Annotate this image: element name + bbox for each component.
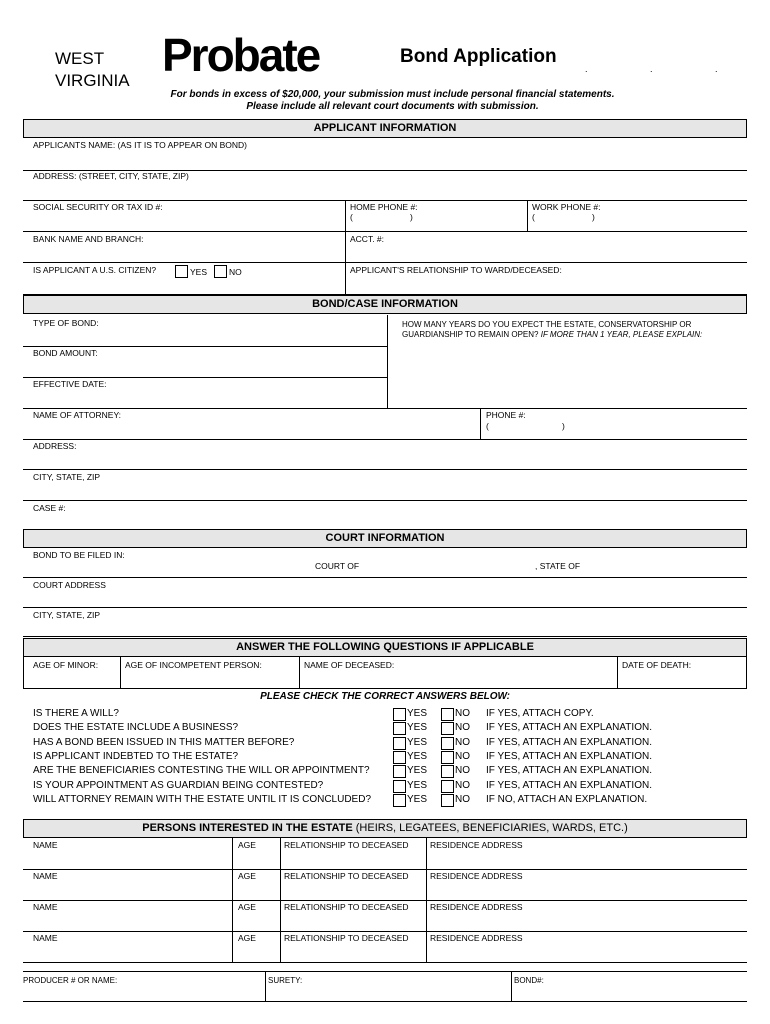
question-yes-checkbox[interactable] — [393, 722, 406, 735]
persons-title-bold: PERSONS INTERESTED IN THE ESTATE — [142, 822, 353, 834]
question-no-label: NO — [455, 737, 470, 748]
state-line-2: VIRGINIA — [55, 71, 130, 90]
years-question-line-1: HOW MANY YEARS DO YOU EXPECT THE ESTATE, CONSERVATORSHIP OR — [402, 320, 692, 329]
question-yes-label: YES — [407, 765, 428, 776]
bond-type-line — [23, 346, 387, 347]
question-text: HAS A BOND BEEN ISSUED IN THIS MATTER BEFORE? — [33, 737, 295, 748]
applicant-address-field[interactable] — [23, 200, 747, 201]
date-death-label: DATE OF DEATH: — [622, 660, 692, 670]
note-line-2: Please include all relevant court documents with submission. — [246, 101, 539, 112]
bond-amount-line — [23, 377, 387, 378]
work-phone-paren-close: ) — [592, 212, 595, 222]
divider — [527, 200, 528, 231]
bond-number-label: BOND#: — [514, 976, 544, 985]
question-no-checkbox[interactable] — [441, 765, 454, 778]
person-row-line[interactable] — [23, 931, 747, 932]
divider — [299, 657, 300, 688]
question-note: IF YES, ATTACH AN EXPLANATION. — [486, 765, 652, 776]
years-question-line-2 — [402, 330, 702, 340]
question-no-checkbox[interactable] — [441, 708, 454, 721]
question-no-checkbox[interactable] — [441, 722, 454, 735]
attorney-address-line — [23, 469, 747, 470]
question-no-label: NO — [455, 751, 470, 762]
bond-amount-label: BOND AMOUNT: — [33, 348, 98, 358]
years-question-text: GUARDIANSHIP TO REMAIN OPEN? — [402, 330, 539, 339]
applicant-section-header: APPLICANT INFORMATION — [23, 119, 747, 138]
question-no-label: NO — [455, 708, 470, 719]
question-yes-checkbox[interactable] — [393, 780, 406, 793]
questions-row-line — [23, 688, 747, 689]
attorney-city-label: CITY, STATE, ZIP — [33, 472, 101, 482]
divider — [265, 971, 266, 1001]
acct-label: ACCT. #: — [350, 234, 385, 244]
divider — [120, 657, 121, 688]
header-dots: . . . — [585, 64, 748, 74]
person-age-label: AGE — [238, 933, 256, 943]
person-name-label: NAME — [33, 871, 58, 881]
person-residence-label: RESIDENCE ADDRESS — [430, 840, 523, 850]
age-incompetent-label: AGE OF INCOMPETENT PERSON: — [125, 660, 262, 670]
applicant-name-label: APPLICANTS NAME: (AS IT IS TO APPEAR ON BOND) — [33, 140, 247, 150]
divider — [345, 231, 346, 262]
questions-section-header: ANSWER THE FOLLOWING QUESTIONS IF APPLICABLE — [23, 638, 747, 657]
divider — [232, 869, 233, 900]
home-phone-paren-close: ) — [410, 212, 413, 222]
question-no-checkbox[interactable] — [441, 737, 454, 750]
person-relationship-label: RELATIONSHIP TO DECEASED — [284, 871, 409, 881]
person-age-label: AGE — [238, 871, 256, 881]
court-of-label: COURT OF — [315, 561, 360, 571]
effective-date-line — [23, 408, 747, 409]
person-row-line[interactable] — [23, 962, 747, 963]
bank-row-line — [23, 262, 747, 263]
question-no-label: NO — [455, 765, 470, 776]
person-residence-label: RESIDENCE ADDRESS — [430, 902, 523, 912]
citizen-label: IS APPLICANT A U.S. CITIZEN? — [33, 265, 157, 275]
bond-application-title: Bond Application — [400, 46, 557, 67]
question-note: IF YES, ATTACH AN EXPLANATION. — [486, 722, 652, 733]
court-address-label: COURT ADDRESS — [33, 580, 106, 590]
question-text: ARE THE BENEFICIARIES CONTESTING THE WILL OR APPOINTMENT? — [33, 765, 370, 776]
court-city-label: CITY, STATE, ZIP — [33, 610, 101, 620]
attorney-phone-label: PHONE #: — [486, 410, 526, 420]
question-text: IS THERE A WILL? — [33, 708, 119, 719]
question-no-label: NO — [455, 794, 470, 805]
divider — [746, 657, 747, 688]
question-yes-label: YES — [407, 708, 428, 719]
person-residence-label: RESIDENCE ADDRESS — [430, 933, 523, 943]
footer-top-line — [23, 971, 747, 972]
attorney-address-label: ADDRESS: — [33, 441, 77, 451]
work-phone-paren-open: ( — [532, 212, 535, 222]
attorney-city-line — [23, 500, 747, 501]
question-note: IF YES, ATTACH AN EXPLANATION. — [486, 751, 652, 762]
court-city-line — [23, 636, 747, 637]
citizen-yes-label: YES — [190, 267, 208, 277]
question-yes-checkbox[interactable] — [393, 737, 406, 750]
person-row-line[interactable] — [23, 900, 747, 901]
question-no-checkbox[interactable] — [441, 751, 454, 764]
home-phone-label: HOME PHONE #: — [350, 202, 418, 212]
age-minor-label: AGE OF MINOR: — [33, 660, 99, 670]
divider — [345, 200, 346, 231]
name-deceased-label: NAME OF DECEASED: — [304, 660, 395, 670]
citizen-yes-checkbox[interactable] — [175, 265, 188, 278]
person-relationship-label: RELATIONSHIP TO DECEASED — [284, 902, 409, 912]
court-address-line — [23, 607, 747, 608]
question-yes-label: YES — [407, 722, 428, 733]
attorney-name-label: NAME OF ATTORNEY: — [33, 410, 122, 420]
person-name-label: NAME — [33, 840, 58, 850]
divider — [426, 931, 427, 962]
question-text: DOES THE ESTATE INCLUDE A BUSINESS? — [33, 722, 239, 733]
question-yes-label: YES — [407, 794, 428, 805]
attorney-phone-paren-close: ) — [562, 421, 565, 431]
case-number-label: CASE #: — [33, 503, 66, 513]
work-phone-label: WORK PHONE #: — [532, 202, 601, 212]
question-yes-checkbox[interactable] — [393, 751, 406, 764]
person-name-label: NAME — [33, 902, 58, 912]
note-line-1: For bonds in excess of $20,000, your submission must include personal financial statements. — [170, 89, 615, 100]
ssn-label: SOCIAL SECURITY OR TAX ID #: — [33, 202, 163, 212]
check-note: PLEASE CHECK THE CORRECT ANSWERS BELOW: — [260, 691, 510, 702]
question-no-checkbox[interactable] — [441, 794, 454, 807]
question-yes-checkbox[interactable] — [393, 765, 406, 778]
question-text: IS YOUR APPOINTMENT AS GUARDIAN BEING CONTESTED? — [33, 780, 324, 791]
filed-in-line — [23, 577, 747, 578]
divider — [426, 869, 427, 900]
person-relationship-label: RELATIONSHIP TO DECEASED — [284, 933, 409, 943]
divider — [426, 838, 427, 869]
probate-title: Probate — [162, 29, 320, 81]
citizen-no-label: NO — [229, 267, 242, 277]
question-yes-label: YES — [407, 780, 428, 791]
years-question-italic: IF MORE THAN 1 YEAR, PLEASE EXPLAIN: — [540, 330, 703, 339]
persons-title-normal: (HEIRS, LEGATEES, BENEFICIARIES, WARDS, ETC.) — [352, 822, 628, 834]
divider — [232, 900, 233, 931]
divider — [280, 900, 281, 931]
question-no-checkbox[interactable] — [441, 780, 454, 793]
divider — [280, 869, 281, 900]
citizen-no-checkbox[interactable] — [214, 265, 227, 278]
footer-bottom-line — [23, 1001, 747, 1002]
divider — [426, 900, 427, 931]
divider — [280, 931, 281, 962]
divider — [232, 838, 233, 869]
person-age-label: AGE — [238, 902, 256, 912]
divider — [23, 657, 24, 688]
home-phone-paren-open: ( — [350, 212, 353, 222]
relationship-label: APPLICANT'S RELATIONSHIP TO WARD/DECEASED: — [350, 265, 562, 275]
divider — [480, 408, 481, 439]
divider — [387, 315, 388, 408]
persons-section-header — [23, 819, 747, 838]
ssn-row-line — [23, 231, 747, 232]
question-note: IF YES, ATTACH AN EXPLANATION. — [486, 737, 652, 748]
applicant-address-label: ADDRESS: (STREET, CITY, STATE, ZIP) — [33, 171, 189, 181]
attorney-phone-paren-open: ( — [486, 421, 489, 431]
question-note: IF YES, ATTACH AN EXPLANATION. — [486, 780, 652, 791]
question-text: WILL ATTORNEY REMAIN WITH THE ESTATE UNTIL IT IS CONCLUDED? — [33, 794, 372, 805]
question-no-label: NO — [455, 780, 470, 791]
question-yes-checkbox[interactable] — [393, 794, 406, 807]
producer-label: PRODUCER # OR NAME: — [23, 976, 118, 985]
bank-label: BANK NAME AND BRANCH: — [33, 234, 144, 244]
divider — [511, 971, 512, 1001]
divider — [345, 262, 346, 294]
question-yes-label: YES — [407, 751, 428, 762]
question-text: IS APPLICANT INDEBTED TO THE ESTATE? — [33, 751, 239, 762]
person-age-label: AGE — [238, 840, 256, 850]
divider — [232, 931, 233, 962]
state-name — [55, 48, 130, 92]
effective-date-label: EFFECTIVE DATE: — [33, 379, 107, 389]
court-section-header: COURT INFORMATION — [23, 529, 747, 548]
question-note: IF NO, ATTACH AN EXPLANATION. — [486, 794, 648, 805]
attorney-row-line — [23, 439, 747, 440]
question-yes-label: YES — [407, 737, 428, 748]
bond-filed-in-label: BOND TO BE FILED IN: — [33, 550, 125, 560]
divider — [280, 838, 281, 869]
person-row-line[interactable] — [23, 869, 747, 870]
question-yes-checkbox[interactable] — [393, 708, 406, 721]
person-relationship-label: RELATIONSHIP TO DECEASED — [284, 840, 409, 850]
bond-case-section-header: BOND/CASE INFORMATION — [23, 295, 747, 314]
question-note: IF YES, ATTACH COPY. — [486, 708, 594, 719]
person-name-label: NAME — [33, 933, 58, 943]
person-residence-label: RESIDENCE ADDRESS — [430, 871, 523, 881]
question-no-label: NO — [455, 722, 470, 733]
state-line-1: WEST — [55, 49, 105, 68]
state-of-label: , STATE OF — [535, 561, 581, 571]
bond-type-label: TYPE OF BOND: — [33, 318, 99, 328]
surety-label: SURETY: — [268, 976, 303, 985]
divider — [617, 657, 618, 688]
